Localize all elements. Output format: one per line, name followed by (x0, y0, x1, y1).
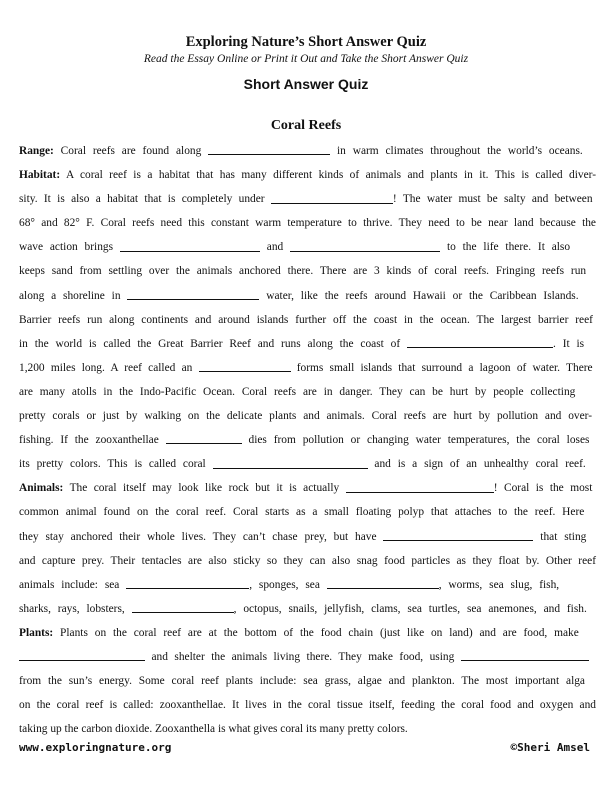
answer-blank[interactable] (327, 577, 439, 589)
answer-blank[interactable] (271, 192, 393, 204)
answer-blank[interactable] (120, 240, 260, 252)
quiz-line (19, 139, 597, 163)
quiz-line (19, 380, 597, 404)
line-text: 1,200 miles long. A reef called an (19, 361, 193, 374)
quiz-line (19, 452, 597, 476)
line-text: and is a sign of an unhealthy coral reef. (374, 458, 586, 471)
line-text: ! The water must be salty and between (392, 193, 593, 206)
answer-blank[interactable] (126, 577, 249, 589)
answer-blank[interactable] (290, 240, 440, 252)
quiz-line (19, 308, 597, 332)
line-text: . It is (553, 337, 585, 350)
line-text: and shelter the animals living there. They make food, using (151, 650, 455, 663)
answer-blank[interactable] (199, 360, 291, 372)
line-text: sharks, rays, lobsters, (19, 602, 125, 615)
quiz-line (19, 717, 597, 741)
quiz-line (19, 332, 597, 356)
line-text: Barrier reefs run along continents and around islands further off the coast in the ocean. The largest barrier reef (19, 313, 593, 326)
quiz-line (19, 187, 597, 211)
line-text: wave action brings (19, 241, 114, 254)
line-text: in warm climates throughout the world’s oceans. (337, 145, 583, 157)
line-text: Coral reefs are found along (60, 145, 202, 157)
quiz-line (19, 476, 597, 500)
quiz-line (19, 500, 597, 524)
answer-blank[interactable] (127, 288, 259, 300)
line-text: they stay anchored their whole lives. They can’t chase prey, but have (19, 530, 377, 543)
line-text: pretty corals or just by walking on the delicate plants and animals. Coral reefs are hurt by pollution and over- (19, 410, 593, 423)
line-text: to the life there. It also (446, 241, 571, 254)
line-text: fishing. If the zooxanthellae (19, 434, 159, 447)
line-text: A coral reef is a habitat that has many different kinds of animals and plants in it. This is called diver- (65, 169, 596, 182)
quiz-line (19, 693, 597, 717)
quiz-line (19, 525, 597, 549)
line-text: Plants on the coral reef are at the bottom of the food chain (just like on land) and are food, make (60, 626, 579, 639)
section-label-plants: Plants: (19, 626, 54, 639)
line-text: from the sun’s energy. Some coral reef plants include: sea grass, algae and plankton. The most important alga (19, 675, 585, 688)
line-text: common animal found on the coral reef. Coral starts as a small floating polyp that attaches to the reef. Here (19, 506, 585, 519)
answer-blank[interactable] (461, 650, 589, 662)
line-text: keeps sand from settling over the animals anchored there. There are 3 kinds of coral reefs. Fringing reefs run (19, 265, 587, 278)
line-text: water, like the reefs around Hawaii or the Caribbean Islands. (266, 289, 579, 302)
line-text: along a shoreline in (19, 289, 121, 302)
section-label-animals: Animals: (19, 482, 64, 495)
quiz-line (19, 211, 597, 235)
quiz-line (19, 284, 597, 308)
line-text: dies from pollution or changing water temperatures, the coral loses (248, 434, 590, 447)
line-text: taking up the carbon dioxide. Zooxanthella is what gives coral its many pretty colors. (19, 723, 408, 736)
section-label-range: Range: (19, 145, 54, 157)
quiz-heading: Short Answer Quiz (243, 76, 369, 92)
quiz-line (19, 645, 597, 669)
line-text: its pretty colors. This is called coral (19, 458, 206, 471)
quiz-line (19, 235, 597, 259)
line-text: ! Coral is the most (493, 482, 593, 495)
line-text: in the world is called the Great Barrier Reef and runs along the coast of (19, 337, 401, 350)
line-text: 68° and 82° F. Coral reefs need this constant warm temperature to thrive. They need to be near land because the (19, 217, 596, 230)
line-text: and capture prey. Their tentacles are also sticky so they can also snag food particles as they float by. Other reef (19, 554, 596, 567)
line-text: and (266, 241, 284, 254)
quiz-line (19, 597, 597, 621)
answer-blank[interactable] (208, 144, 330, 156)
quiz-line (19, 669, 597, 693)
line-text: on the coral reef is called: zooxanthellae. It lives in the coral tissue itself, feeding the coral food and oxygen and (19, 699, 596, 712)
line-text: , sponges, sea (249, 578, 320, 591)
page-title: Exploring Nature’s Short Answer Quiz (185, 34, 427, 50)
copyright-notice: ©Sheri Amsel (510, 741, 590, 754)
page-subtitle: Read the Essay Online or Print it Out and Take the Short Answer Quiz (143, 53, 469, 65)
answer-blank[interactable] (383, 529, 533, 541)
line-text: , worms, sea slug, fish, (438, 578, 560, 591)
line-text: forms small islands that surround a lagoon of water. There (296, 361, 593, 374)
topic-title: Coral Reefs (270, 118, 342, 133)
quiz-body (19, 139, 597, 741)
quiz-line (19, 163, 597, 187)
website-url: www.exploringnature.org (19, 741, 172, 754)
line-text: are many atolls in the Indo-Pacific Ocean. Coral reefs are in danger. They can be hurt by people collecting (19, 385, 576, 398)
answer-blank[interactable] (19, 650, 145, 662)
answer-blank[interactable] (166, 433, 242, 445)
answer-blank[interactable] (213, 457, 368, 469)
quiz-line (19, 573, 597, 597)
answer-blank[interactable] (346, 481, 494, 493)
answer-blank[interactable] (132, 601, 234, 613)
section-label-habitat: Habitat: (19, 169, 61, 182)
quiz-line (19, 259, 597, 283)
line-text: animals include: sea (19, 578, 120, 591)
line-text: , octopus, snails, jellyfish, clams, sea turtles, sea anemones, and fish. (233, 602, 587, 615)
quiz-line (19, 621, 597, 645)
quiz-line (19, 428, 597, 452)
answer-blank[interactable] (407, 336, 553, 348)
line-text: The coral itself may look like rock but it is actually (69, 482, 340, 495)
quiz-line (19, 549, 597, 573)
quiz-line (19, 404, 597, 428)
line-text: that sting (540, 530, 587, 543)
line-text: sity. It is also a habitat that is completely under (19, 193, 265, 206)
quiz-line (19, 356, 597, 380)
